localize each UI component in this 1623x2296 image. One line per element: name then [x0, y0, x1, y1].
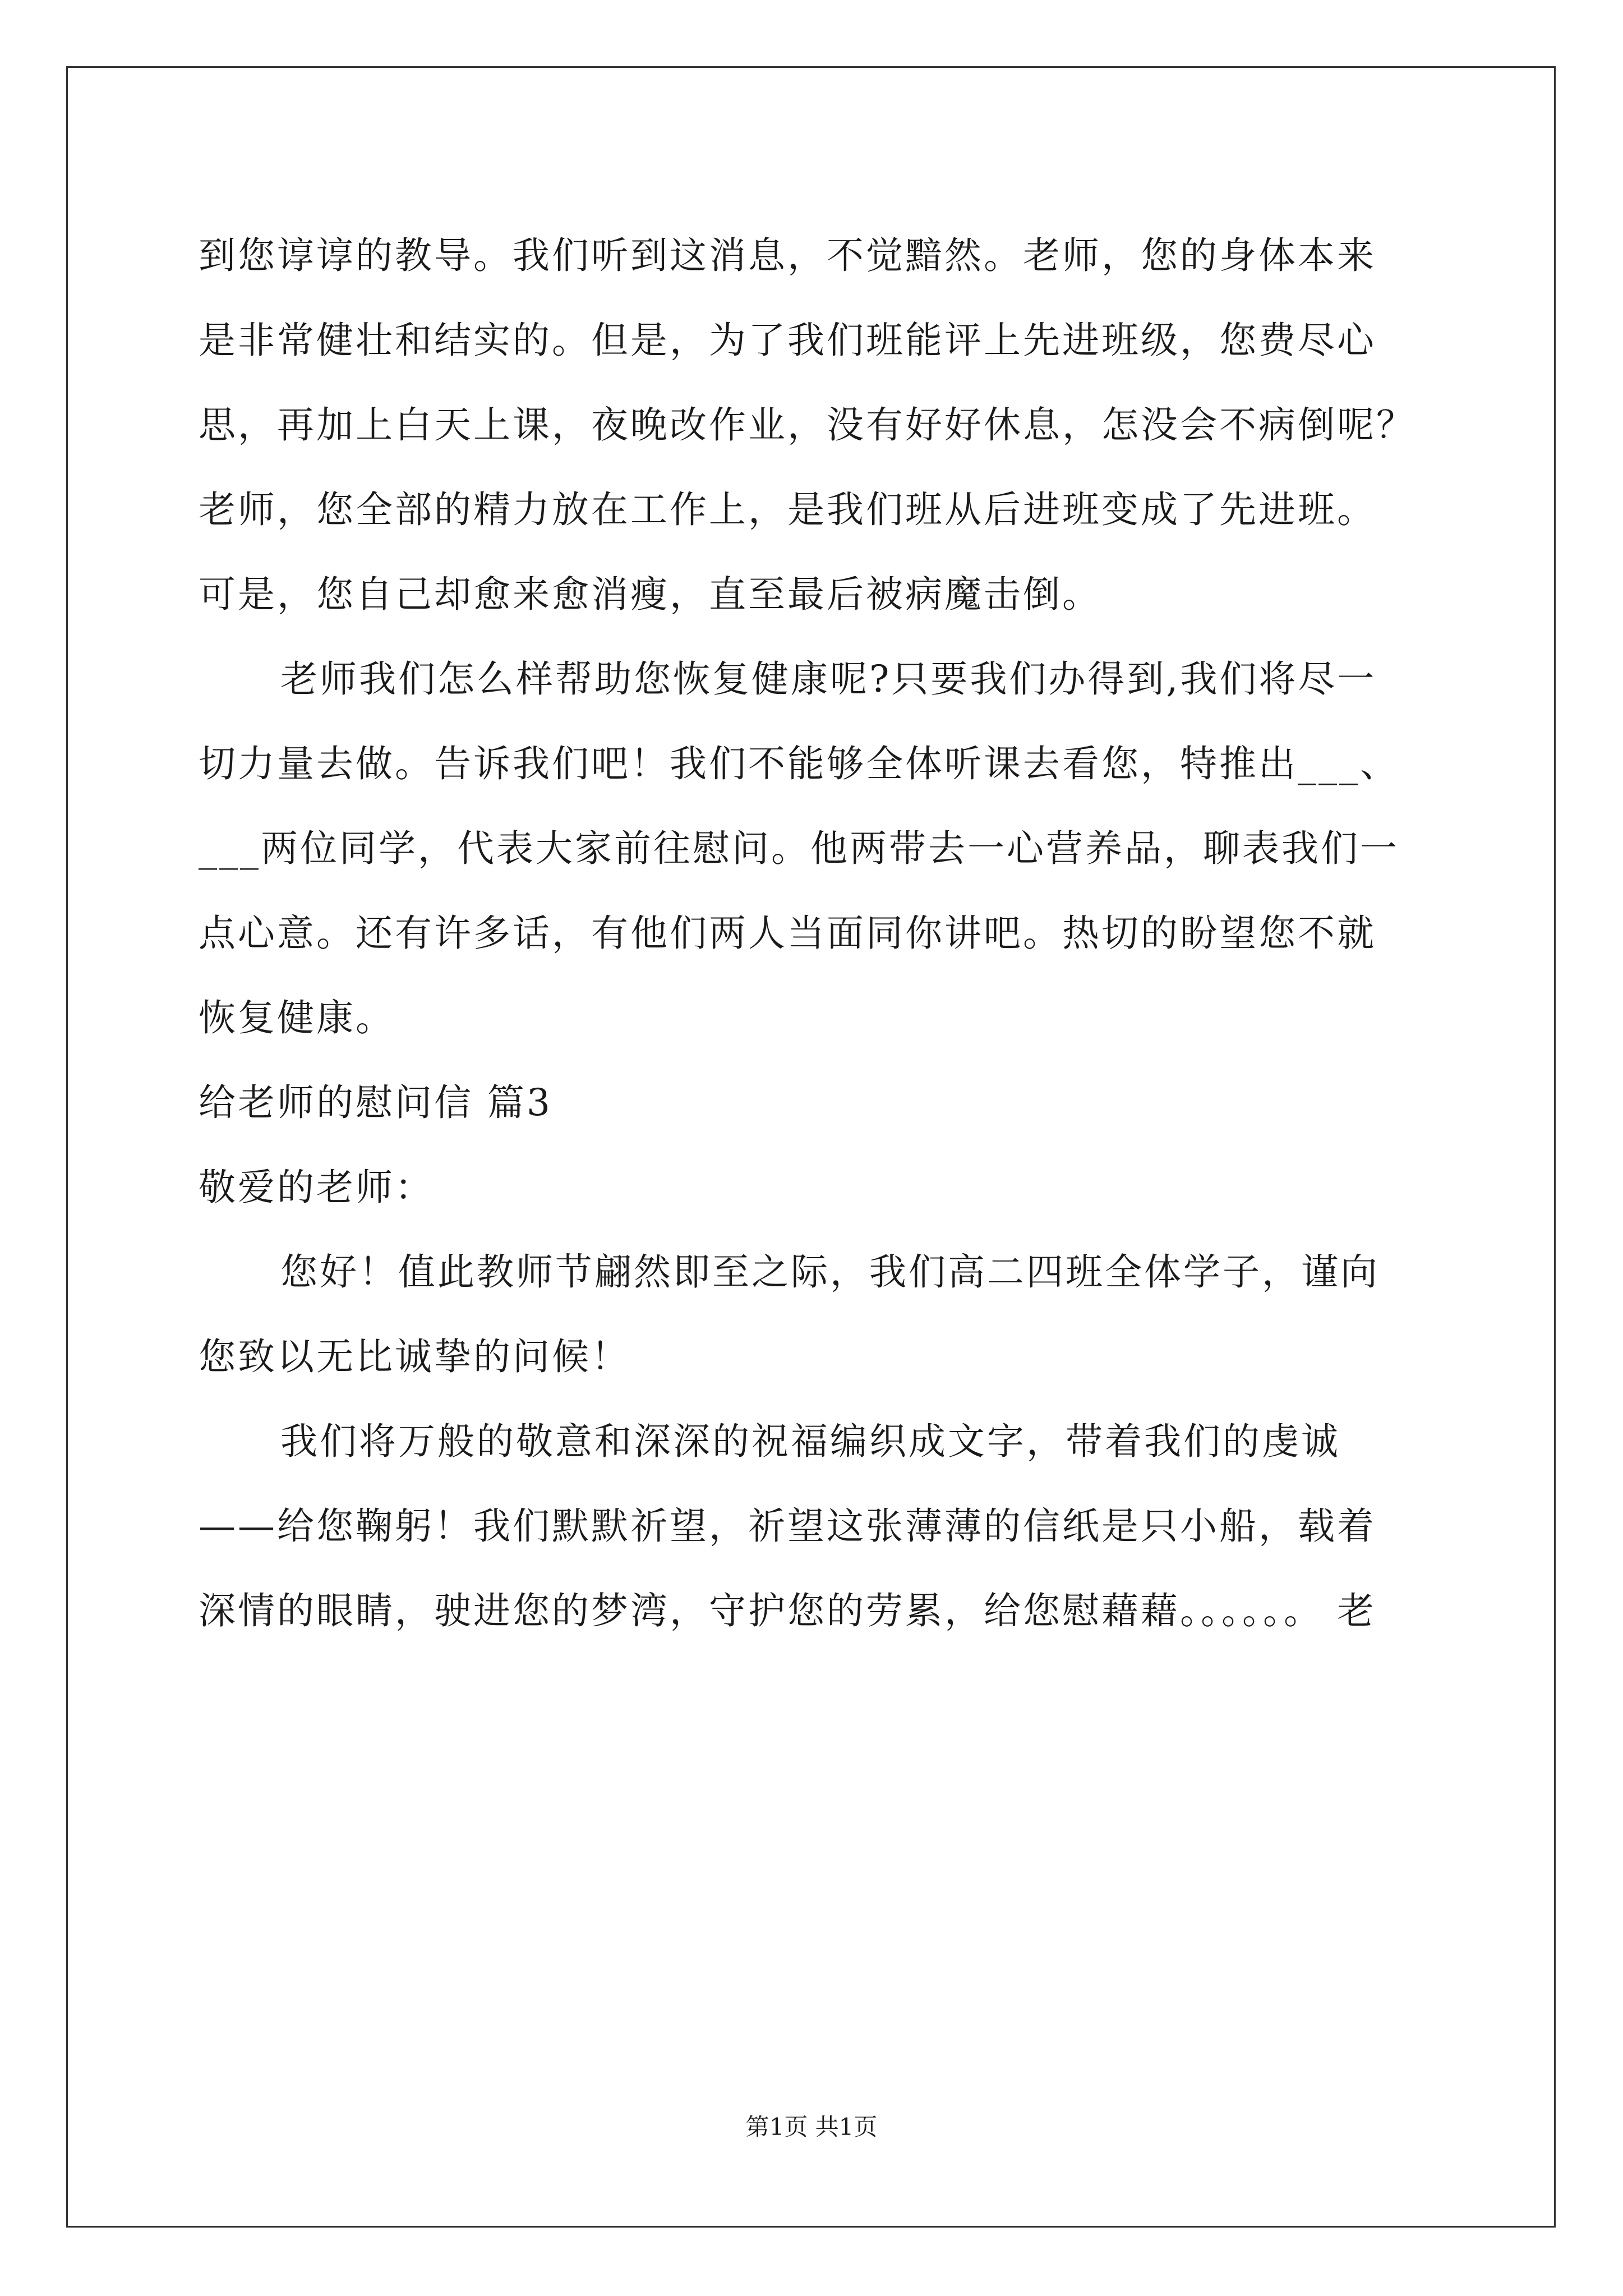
text-line: 到您谆谆的教导。我们听到这消息，不觉黯然。老师，您的身体本来 — [199, 234, 1376, 277]
page-footer: 第1页 共1页 — [745, 2113, 878, 2141]
text-line: 思，再加上白天上课，夜晚改作业，没有好好休息，怎没会不病倒呢？ — [199, 403, 1415, 447]
text-line: 我们将万般的敬意和深深的祝福编织成文字，带着我们的虔诚 — [280, 1420, 1340, 1463]
section-heading: 给老师的慰问信 篇3 — [199, 1081, 552, 1124]
text-line: ___两位同学，代表大家前往慰问。他两带去一心营养品，聊表我们一 — [199, 827, 1399, 870]
text-line: 恢复健康。 — [199, 996, 395, 1039]
text-line: 点心意。还有许多话，有他们两人当面同你讲吧。热切的盼望您不就 — [199, 912, 1376, 955]
text-line: 老师，您全部的精力放在工作上，是我们班从后进班变成了先进班。 — [199, 488, 1376, 531]
document-body — [199, 213, 1427, 1653]
text-line: 是非常健壮和结实的。但是，为了我们班能评上先进班级，您费尽心 — [199, 319, 1376, 362]
text-line: 您致以无比诚挚的问候！ — [199, 1335, 630, 1378]
text-line: 您好！值此教师节翩然即至之际，我们高二四班全体学子，谨向 — [280, 1250, 1380, 1294]
text-line: 可是，您自己却愈来愈消瘦，直至最后被病魔击倒。 — [199, 573, 1101, 616]
text-line: 深情的眼睛，驶进您的梦湾，守护您的劳累，给您慰藉藉。。。。。。 老 — [199, 1589, 1376, 1632]
text-line: 老师我们怎么样帮助您恢复健康呢?只要我们办得到,我们将尽一 — [280, 657, 1377, 701]
text-line: ——给您鞠躬！我们默默祈望，祈望这张薄薄的信纸是只小船，载着 — [199, 1504, 1376, 1548]
salutation: 敬爱的老师： — [199, 1166, 434, 1209]
text-line: 切力量去做。告诉我们吧！我们不能够全体听课去看您，特推出___、 — [199, 742, 1399, 785]
